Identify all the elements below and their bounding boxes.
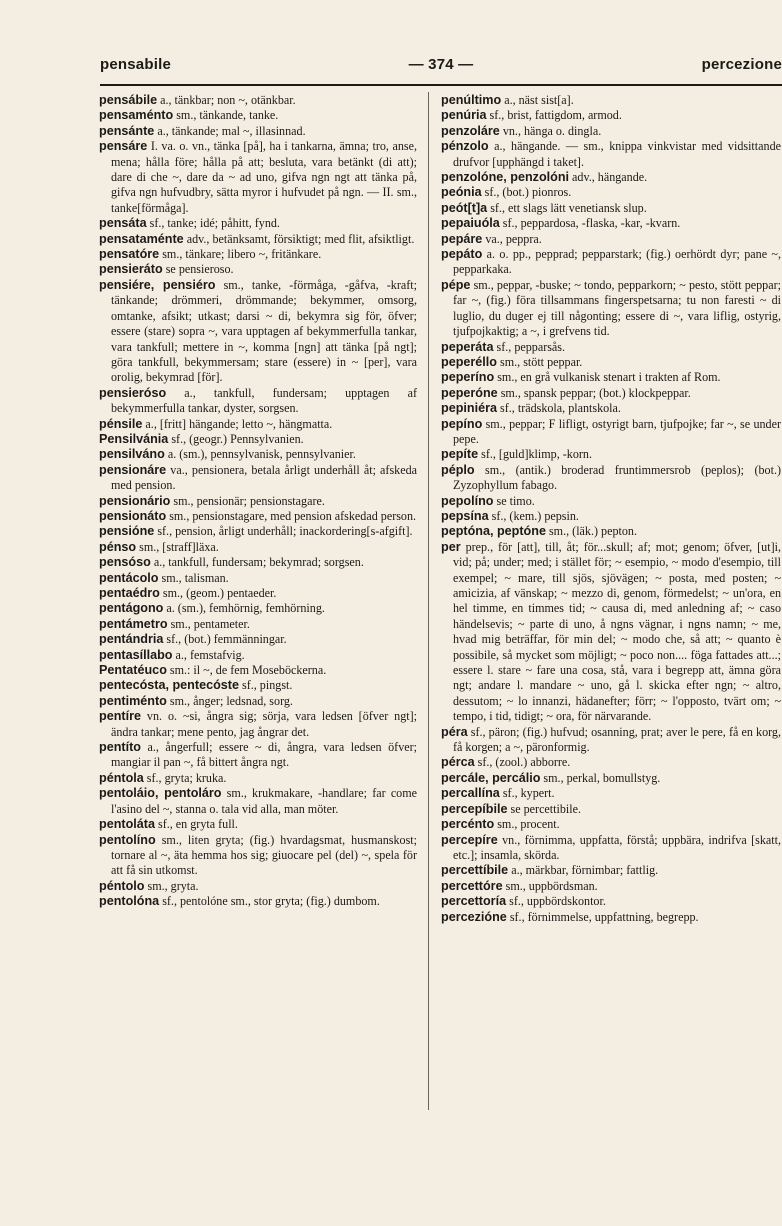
entry-headword: pensieráto [99, 262, 163, 277]
entry-definition: sf., förnimmelse, uppfattning, begrepp. [506, 909, 699, 924]
entry-definition: a., femstafvig. [172, 647, 245, 662]
page-header [100, 56, 782, 78]
dictionary-entry [441, 417, 781, 448]
entry-headword: pepsína [441, 508, 489, 523]
entry-headword: penzolóne, penzolóni [441, 170, 570, 185]
entry-definition: a., ångerfull; essere ~ di, ångra, vara ledsen öfver; mangiar il pan ~, få bittert ångra ngt. [111, 740, 417, 770]
dictionary-entry [441, 494, 781, 509]
entry-definition: sf., [guld]klimp, -korn. [478, 447, 592, 462]
entry-definition: sm., spansk peppar; (bot.) klockpeppar. [497, 385, 691, 400]
entry-definition: sf., kypert. [499, 786, 555, 801]
dictionary-entry [99, 540, 417, 555]
entry-headword: pérca [441, 755, 475, 770]
dictionary-entry [441, 340, 781, 355]
dictionary-entry [441, 879, 781, 894]
dictionary-entry [441, 370, 781, 385]
entry-definition: sf., uppbördskontor. [506, 894, 606, 909]
entry-definition: sm., pensionstagare, med pension afskedad person. [166, 508, 417, 523]
dictionary-entry [99, 524, 417, 539]
entry-definition: sf., tanke; idé; påhitt, fynd. [146, 216, 280, 231]
entry-headword: peperíno [441, 370, 495, 385]
dictionary-entry [99, 709, 417, 740]
entry-headword: pentándria [99, 632, 164, 647]
dictionary-entry [99, 463, 417, 494]
entry-headword: pensiére, pensiéro [99, 277, 216, 292]
entry-definition: sm., perkal, bomullstyg. [540, 770, 661, 785]
dictionary-entry [99, 247, 417, 262]
entry-headword: percepíre [441, 832, 498, 847]
entry-headword: pentolóna [99, 894, 160, 909]
dictionary-entry [441, 124, 781, 139]
entry-headword: peptóna, peptóne [441, 524, 546, 539]
entry-headword: pensataménte [99, 231, 184, 246]
dictionary-entry [99, 833, 417, 879]
header-last-word: percezione [701, 56, 782, 73]
dictionary-entry [441, 910, 781, 925]
entry-definition: a., tänkande; mal ~, illasinnad. [154, 123, 306, 138]
dictionary-entry [99, 817, 417, 832]
dictionary-entry [441, 232, 781, 247]
entry-definition: se timo. [493, 493, 535, 508]
dictionary-entry [441, 247, 781, 278]
entry-headword: Pensilvánia [99, 431, 169, 446]
entry-headword: pepáto [441, 247, 483, 262]
entry-definition: sf., en gryta full. [154, 817, 238, 832]
dictionary-entry [441, 894, 781, 909]
dictionary-entry [99, 216, 417, 231]
dictionary-entry [441, 771, 781, 786]
entry-headword: Pentatéuco [99, 663, 167, 678]
entry-definition: sm., (läk.) pepton. [545, 524, 637, 539]
header-first-word: pensabile [100, 56, 171, 73]
entry-headword: penúltimo [441, 93, 502, 107]
entry-headword: pentámetro [99, 616, 168, 631]
dictionary-entry [99, 786, 417, 817]
entry-definition: vn., hänga o. dingla. [499, 123, 602, 138]
entry-definition: I. va. o. vn., tänka [på], ha i tankarna, ämna; tro, anse, mena; hålla före; hålla på att; besluta, vara betänkt (di att); dare di che ~, dare da ~ ad uno, gifva ngn ngt att tänka på, gifva ngn hufvudbry, sätta myror i hufvudet på ngn. — II. sm., tanke[förmåga]. [111, 139, 417, 215]
entry-definition: a. (sm.), femhörnig, femhörning. [163, 601, 325, 616]
entry-definition: sf., pension, årligt underhåll; inackordering[s-afgift]. [154, 524, 413, 539]
dictionary-entry [99, 879, 417, 894]
dictionary-entry [441, 447, 781, 462]
entry-headword: pensáta [99, 216, 147, 231]
entry-headword: pentíre [99, 709, 141, 724]
dictionary-entry [441, 817, 781, 832]
dictionary-entry [99, 555, 417, 570]
entry-definition: sf., trädskola, plantskola. [497, 401, 621, 416]
entry-headword: peót[t]a [441, 200, 488, 215]
dictionary-entry [441, 355, 781, 370]
entry-headword: pensáre [99, 139, 148, 154]
dictionary-entry [99, 386, 417, 417]
dictionary-entry [441, 725, 781, 756]
dictionary-entry [441, 863, 781, 878]
entry-definition: sm., tänkare; libero ~, fritänkare. [159, 247, 322, 262]
entry-definition: sf., ett slags lätt venetiansk slup. [487, 200, 647, 215]
entry-headword: percepíbile [441, 801, 508, 816]
dictionary-entry [441, 786, 781, 801]
entry-definition: sm., krukmakare, -handlare; far come l'asino del ~, stanna o. tala vid alla, man möter. [111, 786, 418, 816]
entry-headword: percezióne [441, 909, 507, 924]
entry-headword: penzoláre [441, 123, 500, 138]
entry-definition: a., märkbar, förnimbar; fattlig. [508, 863, 659, 878]
entry-definition: sm., uppbördsman. [502, 878, 598, 893]
entry-definition: va., peppra. [482, 231, 542, 246]
dictionary-entry [441, 802, 781, 817]
entry-headword: penúria [441, 108, 487, 123]
dictionary-entry [99, 93, 417, 108]
dictionary-entry [99, 417, 417, 432]
entry-headword: pepaiuóla [441, 216, 500, 231]
page-number: — 374 — [408, 56, 474, 73]
dictionary-entry [99, 571, 417, 586]
dictionary-entry [99, 694, 417, 709]
entry-headword: pentágono [99, 601, 164, 616]
entry-definition: sm., liten gryta; (fig.) hvardagsmat, husmanskost; tornare al ~, äta hemma hos sig; giuocare pel (del) ~, spela för att få sin utkomst. [111, 832, 417, 878]
dictionary-entry [99, 232, 417, 247]
entry-headword: pensieróso [99, 385, 167, 400]
entry-headword: pensionáto [99, 508, 167, 523]
entry-definition: a., hängande. — sm., knippa vinkvistar med vidsittande drufvor [upphängd i taket]. [453, 139, 781, 169]
entry-definition: sf., (zool.) abborre. [474, 755, 571, 770]
entry-headword: pentácolo [99, 570, 159, 585]
dictionary-entry [441, 278, 781, 340]
column-divider [428, 92, 429, 1110]
dictionary-entry [441, 524, 781, 539]
entry-definition: sf., brist, fattigdom, armod. [486, 108, 622, 123]
dictionary-entry [99, 139, 417, 216]
entry-headword: pentíto [99, 740, 141, 755]
entry-headword: péplo [441, 462, 475, 477]
entry-headword: peperéllo [441, 354, 497, 369]
entry-definition: prep., för [att], till, åt; för...skull; af; mot; genom; öfver, [ut]i, vid; på; under; med; i stället för; ~ esempio, ~ modo d'esempio, till exempel; ~ mare, till sjös, sjövägen; ~ posta, med posten; ~ amicizia, af vänskap; ~ mezzo di, genom, förmedelst; ~ un'ora, en hel timme, en timmes tid; ~ causa di, med anledning af; ~ caso händelsevis; ~ parte di uno, å ngns vägnar, i ngns namn; ~ me, hvad mig beträffar, för min del; ~ modo che, så att; ~ quanto è possibile, så mycket som möjligt; ~ poco non.... föga fattades att...; essere l. stare ~ fare una cosa, stå, vara i begrepp att, ämna göra ngt; andare l. mandare ~ uno, gå l. skicka efter ngn; ~ altro, dessutom; ~ lo innanzi, hädanefter; förr; ~ l'opposto, tvärt om; ~ tempo, i tid, tidigt; ~ ora, för närvarande. [453, 539, 781, 724]
entry-headword: pepolíno [441, 493, 494, 508]
entry-definition: a., tankfull, fundersam; bekymrad; sorgsen. [150, 555, 364, 570]
dictionary-entry [99, 740, 417, 771]
entry-definition: sm., (geom.) pentaeder. [159, 586, 277, 600]
entry-headword: pensóso [99, 555, 151, 570]
entry-headword: pentaédro [99, 586, 160, 600]
entry-definition: sf., (bot.) pionros. [481, 185, 572, 200]
entry-headword: pensatóre [99, 247, 160, 262]
entry-definition: sm., tanke, -förmåga, -gåfva, -kraft; tänkande; drömmeri, drömmande; bekymmer, omsorg, omtanke, afsikt; utkast; darsi ~ di, bekymra sig för, öfver; essere (stare) sopra ~, vara upptagen af bekymmerfulla tankar, vara tankfull; mettere in ~, komma [ngn] att tänka [på ngt]; göra tankfull, bekymmersam; stare (essere) in ~ [per], vara orolig, bekymrad [för]. [111, 277, 417, 385]
entry-definition: vn., förnimma, uppfatta, förstå; uppbära, indrifva [skatt, etc.]; insamla, skörda. [453, 832, 781, 862]
dictionary-entry [441, 108, 781, 123]
dictionary-entry [441, 755, 781, 770]
entry-definition: sm., pentameter. [167, 616, 250, 631]
entry-definition: va., pensionera, betala årligt underhåll åt; afskeda med pension. [111, 462, 417, 493]
entry-headword: pensionário [99, 493, 171, 508]
entry-definition: sf., pentolóne sm., stor gryta; (fig.) dumbom. [159, 894, 380, 909]
dictionary-entry [99, 678, 417, 693]
entry-headword: pensábile [99, 93, 158, 107]
entry-definition: sm., talisman. [158, 570, 229, 585]
dictionary-entry [441, 139, 781, 170]
left-column [99, 93, 417, 910]
dictionary-entry [99, 663, 417, 678]
entry-definition: sf., pepparsås. [493, 339, 566, 354]
entry-definition: sm., pensionär; pensionstagare. [170, 493, 325, 508]
entry-definition: sf., (geogr.) Pennsylvanien. [168, 431, 304, 446]
entry-headword: pénso [99, 539, 137, 554]
entry-headword: pensilváno [99, 447, 165, 462]
dictionary-entry [99, 447, 417, 462]
entry-headword: pentasíllabo [99, 647, 173, 662]
entry-headword: pentolíno [99, 832, 156, 847]
entry-headword: pénzolo [441, 139, 489, 154]
dictionary-entry [441, 386, 781, 401]
entry-definition: sm., stött peppar. [497, 354, 583, 369]
dictionary-entry [99, 262, 417, 277]
entry-headword: pepáre [441, 231, 483, 246]
entry-definition: adv., betänksamt, försiktigt; med flit, afsiktligt. [183, 231, 415, 246]
dictionary-entry [99, 771, 417, 786]
dictionary-entry [99, 124, 417, 139]
dictionary-entry [99, 894, 417, 909]
entry-headword: pépe [441, 277, 471, 292]
entry-definition: sm., tänkande, tanke. [173, 108, 279, 123]
entry-headword: peperóne [441, 385, 498, 400]
dictionary-entry [99, 586, 417, 601]
entry-headword: pentiménto [99, 693, 167, 708]
entry-definition: sf., päron; (fig.) hufvud; osanning, prat; aver le pere, få en korg, få korgen; a ~, päronformig. [453, 724, 781, 755]
entry-definition: sm., procent. [494, 817, 560, 832]
entry-headword: pepiniéra [441, 401, 497, 416]
entry-definition: se pensieroso. [162, 262, 234, 277]
entry-definition: sm.: il ~, de fem Moseböckerna. [166, 663, 327, 678]
entry-headword: pensaménto [99, 108, 174, 123]
entry-headword: percettíbile [441, 863, 509, 878]
dictionary-entry [441, 509, 781, 524]
entry-definition: sm., (antik.) broderad fruntimmersrob (peplos); (bot.) Zyzophyllum fabago. [453, 462, 781, 493]
entry-headword: pepíte [441, 447, 479, 462]
entry-headword: per [441, 539, 461, 554]
dictionary-entry [99, 108, 417, 123]
entry-headword: peónia [441, 185, 482, 200]
entry-definition: a. (sm.), pennsylvanisk, pennsylvanier. [164, 447, 356, 462]
header-rule [100, 84, 782, 86]
dictionary-entry [99, 432, 417, 447]
entry-definition: sf., (kem.) pepsin. [488, 508, 579, 523]
entry-headword: pepíno [441, 416, 483, 431]
dictionary-entry [441, 201, 781, 216]
entry-definition: sf., pingst. [238, 678, 293, 693]
entry-headword: péra [441, 724, 468, 739]
dictionary-entry [441, 170, 781, 185]
dictionary-entry [441, 833, 781, 864]
entry-definition: sm., peppar; F lifligt, ostyrigt barn, tjufpojke; far ~, se under pepe. [453, 416, 781, 446]
dictionary-entry [441, 463, 781, 494]
dictionary-entry [99, 648, 417, 663]
entry-definition: sf., (bot.) femmänningar. [163, 632, 287, 647]
entry-definition: a. o. pp., pepprad; pepparstark; (fig.) oerhördt dyr; pane ~, pepparkaka. [453, 247, 781, 277]
entry-definition: a., tankfull, fundersam; upptagen af bekymmerfulla tankar, dyster, sorgsen. [111, 385, 417, 416]
entry-headword: percettoría [441, 894, 507, 909]
dictionary-entry [441, 540, 781, 725]
entry-headword: pentoláio, pentoláro [99, 786, 222, 801]
dictionary-entry [99, 601, 417, 616]
dictionary-entry [441, 401, 781, 416]
entry-headword: percallína [441, 786, 500, 801]
entry-definition: a., [fritt] hängande; letto ~, hängmatta. [142, 416, 333, 431]
entry-definition: sm., en grå vulkanisk stenart i trakten af Rom. [494, 370, 721, 385]
entry-definition: sm., ånger; ledsnad, sorg. [166, 693, 293, 708]
entry-headword: pentecósta, pentecóste [99, 678, 239, 693]
dictionary-entry [99, 278, 417, 386]
entry-headword: pensióne [99, 524, 155, 539]
entry-definition: sm., peppar, -buske; ~ tondo, pepparkorn; ~ pesto, stött peppar; far ~, (fig.) föra tillsammans fingerspetsarna; tu non faresti ~ di luglio, du duger ej till någonting; essere di ~, vara liflig, ostyrig, tjufpojkaktig; a ~, i grefvens tid. [453, 277, 781, 339]
entry-definition: sf., gryta; kruka. [143, 770, 227, 785]
dictionary-entry [441, 93, 781, 108]
entry-headword: péntolo [99, 878, 145, 893]
dictionary-entry [99, 509, 417, 524]
entry-headword: pensionáre [99, 462, 167, 477]
entry-headword: peperáta [441, 339, 494, 354]
entry-headword: pentoláta [99, 817, 155, 832]
dictionary-entry [441, 216, 781, 231]
entry-headword: pensánte [99, 123, 155, 138]
entry-definition: vn. o. ~si, ångra sig; sörja, vara ledsen [öfver ngt]; ändra tankar; mene pento, jag ångrar det. [111, 709, 417, 739]
dictionary-entry [99, 632, 417, 647]
entry-headword: péntola [99, 770, 144, 785]
dictionary-entry [99, 617, 417, 632]
entry-headword: percále, percálio [441, 770, 541, 785]
entry-headword: pénsile [99, 416, 143, 431]
entry-headword: percénto [441, 817, 495, 832]
entry-definition: sf., peppardosa, -flaska, -kar, -kvarn. [499, 216, 681, 231]
dictionary-entry [99, 494, 417, 509]
entry-definition: adv., hängande. [569, 170, 648, 185]
dictionary-entry [441, 185, 781, 200]
entry-definition: sm., gryta. [144, 878, 199, 893]
entry-definition: a., tänkbar; non ~, otänkbar. [157, 93, 296, 107]
entry-definition: a., näst sist[a]. [501, 93, 574, 107]
right-column [441, 93, 781, 925]
entry-headword: percettóre [441, 878, 503, 893]
entry-definition: se percettibile. [507, 801, 582, 816]
entry-definition: sm., [straff]läxa. [136, 539, 219, 554]
